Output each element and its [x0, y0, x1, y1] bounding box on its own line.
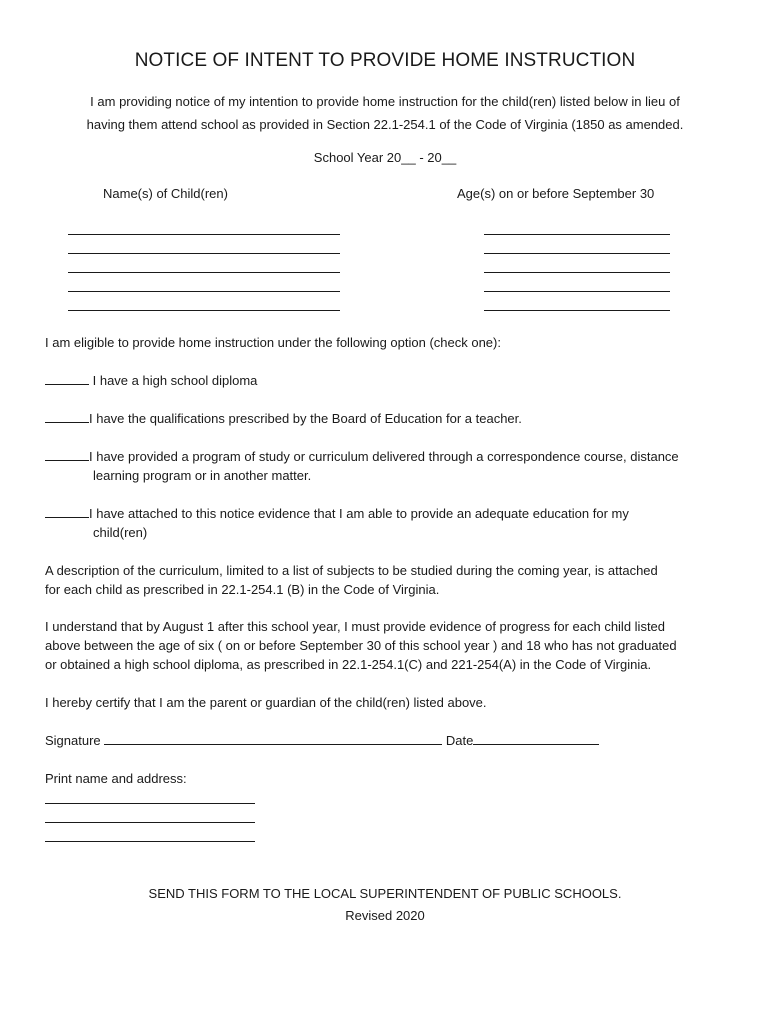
option-correspondence-checkbox[interactable]: [45, 448, 89, 461]
names-column-label: Name(s) of Child(ren): [103, 186, 228, 201]
option-correspondence-text-1: I have provided a program of study or curriculum delivered through a correspondence course, distance: [89, 449, 679, 464]
progress-line-1: I understand that by August 1 after this school year, I must provide evidence of progress for each child listed: [45, 619, 666, 634]
signature-row: [45, 731, 735, 750]
child-name-line-5[interactable]: [68, 310, 340, 311]
send-instructions: SEND THIS FORM TO THE LOCAL SUPERINTENDENT OF PUBLIC SCHOOLS.: [148, 886, 622, 901]
child-age-line-5[interactable]: [484, 310, 670, 311]
address-line-1[interactable]: [45, 803, 255, 804]
child-name-line-2[interactable]: [68, 253, 340, 254]
child-age-line-4[interactable]: [484, 291, 670, 292]
signature-field[interactable]: [104, 732, 442, 745]
option-evidence-checkbox[interactable]: [45, 505, 89, 518]
option-diploma-text: I have a high school diploma: [89, 373, 258, 388]
option-evidence-attached: [45, 504, 735, 542]
eligibility-intro: I am eligible to provide home instruction under the following option (check one):: [45, 335, 501, 350]
child-name-line-3[interactable]: [68, 272, 340, 273]
option-teacher-text: I have the qualifications prescribed by the Board of Education for a teacher.: [89, 411, 522, 426]
option-correspondence-program: [45, 447, 735, 485]
progress-line-3: or obtained a high school diploma, as prescribed in 22.1-254.1(C) and 221-254(A) in the Code of Virginia.: [45, 657, 652, 672]
print-name-label: Print name and address:: [45, 771, 187, 786]
option-teacher-checkbox[interactable]: [45, 410, 89, 423]
intro-line-1: I am providing notice of my intention to provide home instruction for the child(ren) listed below in lieu of: [90, 94, 680, 109]
signature-label: Signature: [45, 733, 101, 748]
address-line-3[interactable]: [45, 841, 255, 842]
progress-paragraph: [45, 617, 735, 674]
option-evidence-text-1: I have attached to this notice evidence that I am able to provide an adequate education for my: [89, 506, 629, 521]
child-name-line-1[interactable]: [68, 234, 340, 235]
option-correspondence-text-2: learning program or in another matter.: [93, 468, 312, 483]
date-label: Date: [445, 733, 474, 748]
child-name-line-4[interactable]: [68, 291, 340, 292]
form-title: NOTICE OF INTENT TO PROVIDE HOME INSTRUCTION: [134, 50, 636, 71]
progress-line-2: above between the age of six ( on or before September 30 of this school year ) and 18 who has not graduated: [45, 638, 677, 653]
ages-column-label: Age(s) on or before September 30: [457, 186, 655, 201]
address-line-2[interactable]: [45, 822, 255, 823]
option-teacher-qualifications: [45, 409, 735, 428]
school-year-field[interactable]: School Year 20__ - 20__: [313, 150, 457, 165]
child-age-line-3[interactable]: [484, 272, 670, 273]
option-diploma-checkbox[interactable]: [45, 372, 89, 385]
intro-line-2: having them attend school as provided in Section 22.1-254.1 of the Code of Virginia (1850 as amended.: [86, 117, 684, 132]
intro-paragraph: [50, 90, 720, 136]
option-diploma: [45, 371, 735, 390]
curriculum-paragraph: [45, 561, 735, 599]
curriculum-line-1: A description of the curriculum, limited to a list of subjects to be studied during the coming year, is attached: [45, 563, 658, 578]
date-field[interactable]: [473, 732, 599, 745]
revision-note: Revised 2020: [345, 908, 425, 923]
child-age-line-1[interactable]: [484, 234, 670, 235]
option-evidence-text-2: child(ren): [93, 525, 148, 540]
curriculum-line-2: for each child as prescribed in 22.1-254.1 (B) in the Code of Virginia.: [45, 582, 440, 597]
certification-statement: I hereby certify that I am the parent or guardian of the child(ren) listed above.: [45, 695, 487, 710]
child-age-line-2[interactable]: [484, 253, 670, 254]
